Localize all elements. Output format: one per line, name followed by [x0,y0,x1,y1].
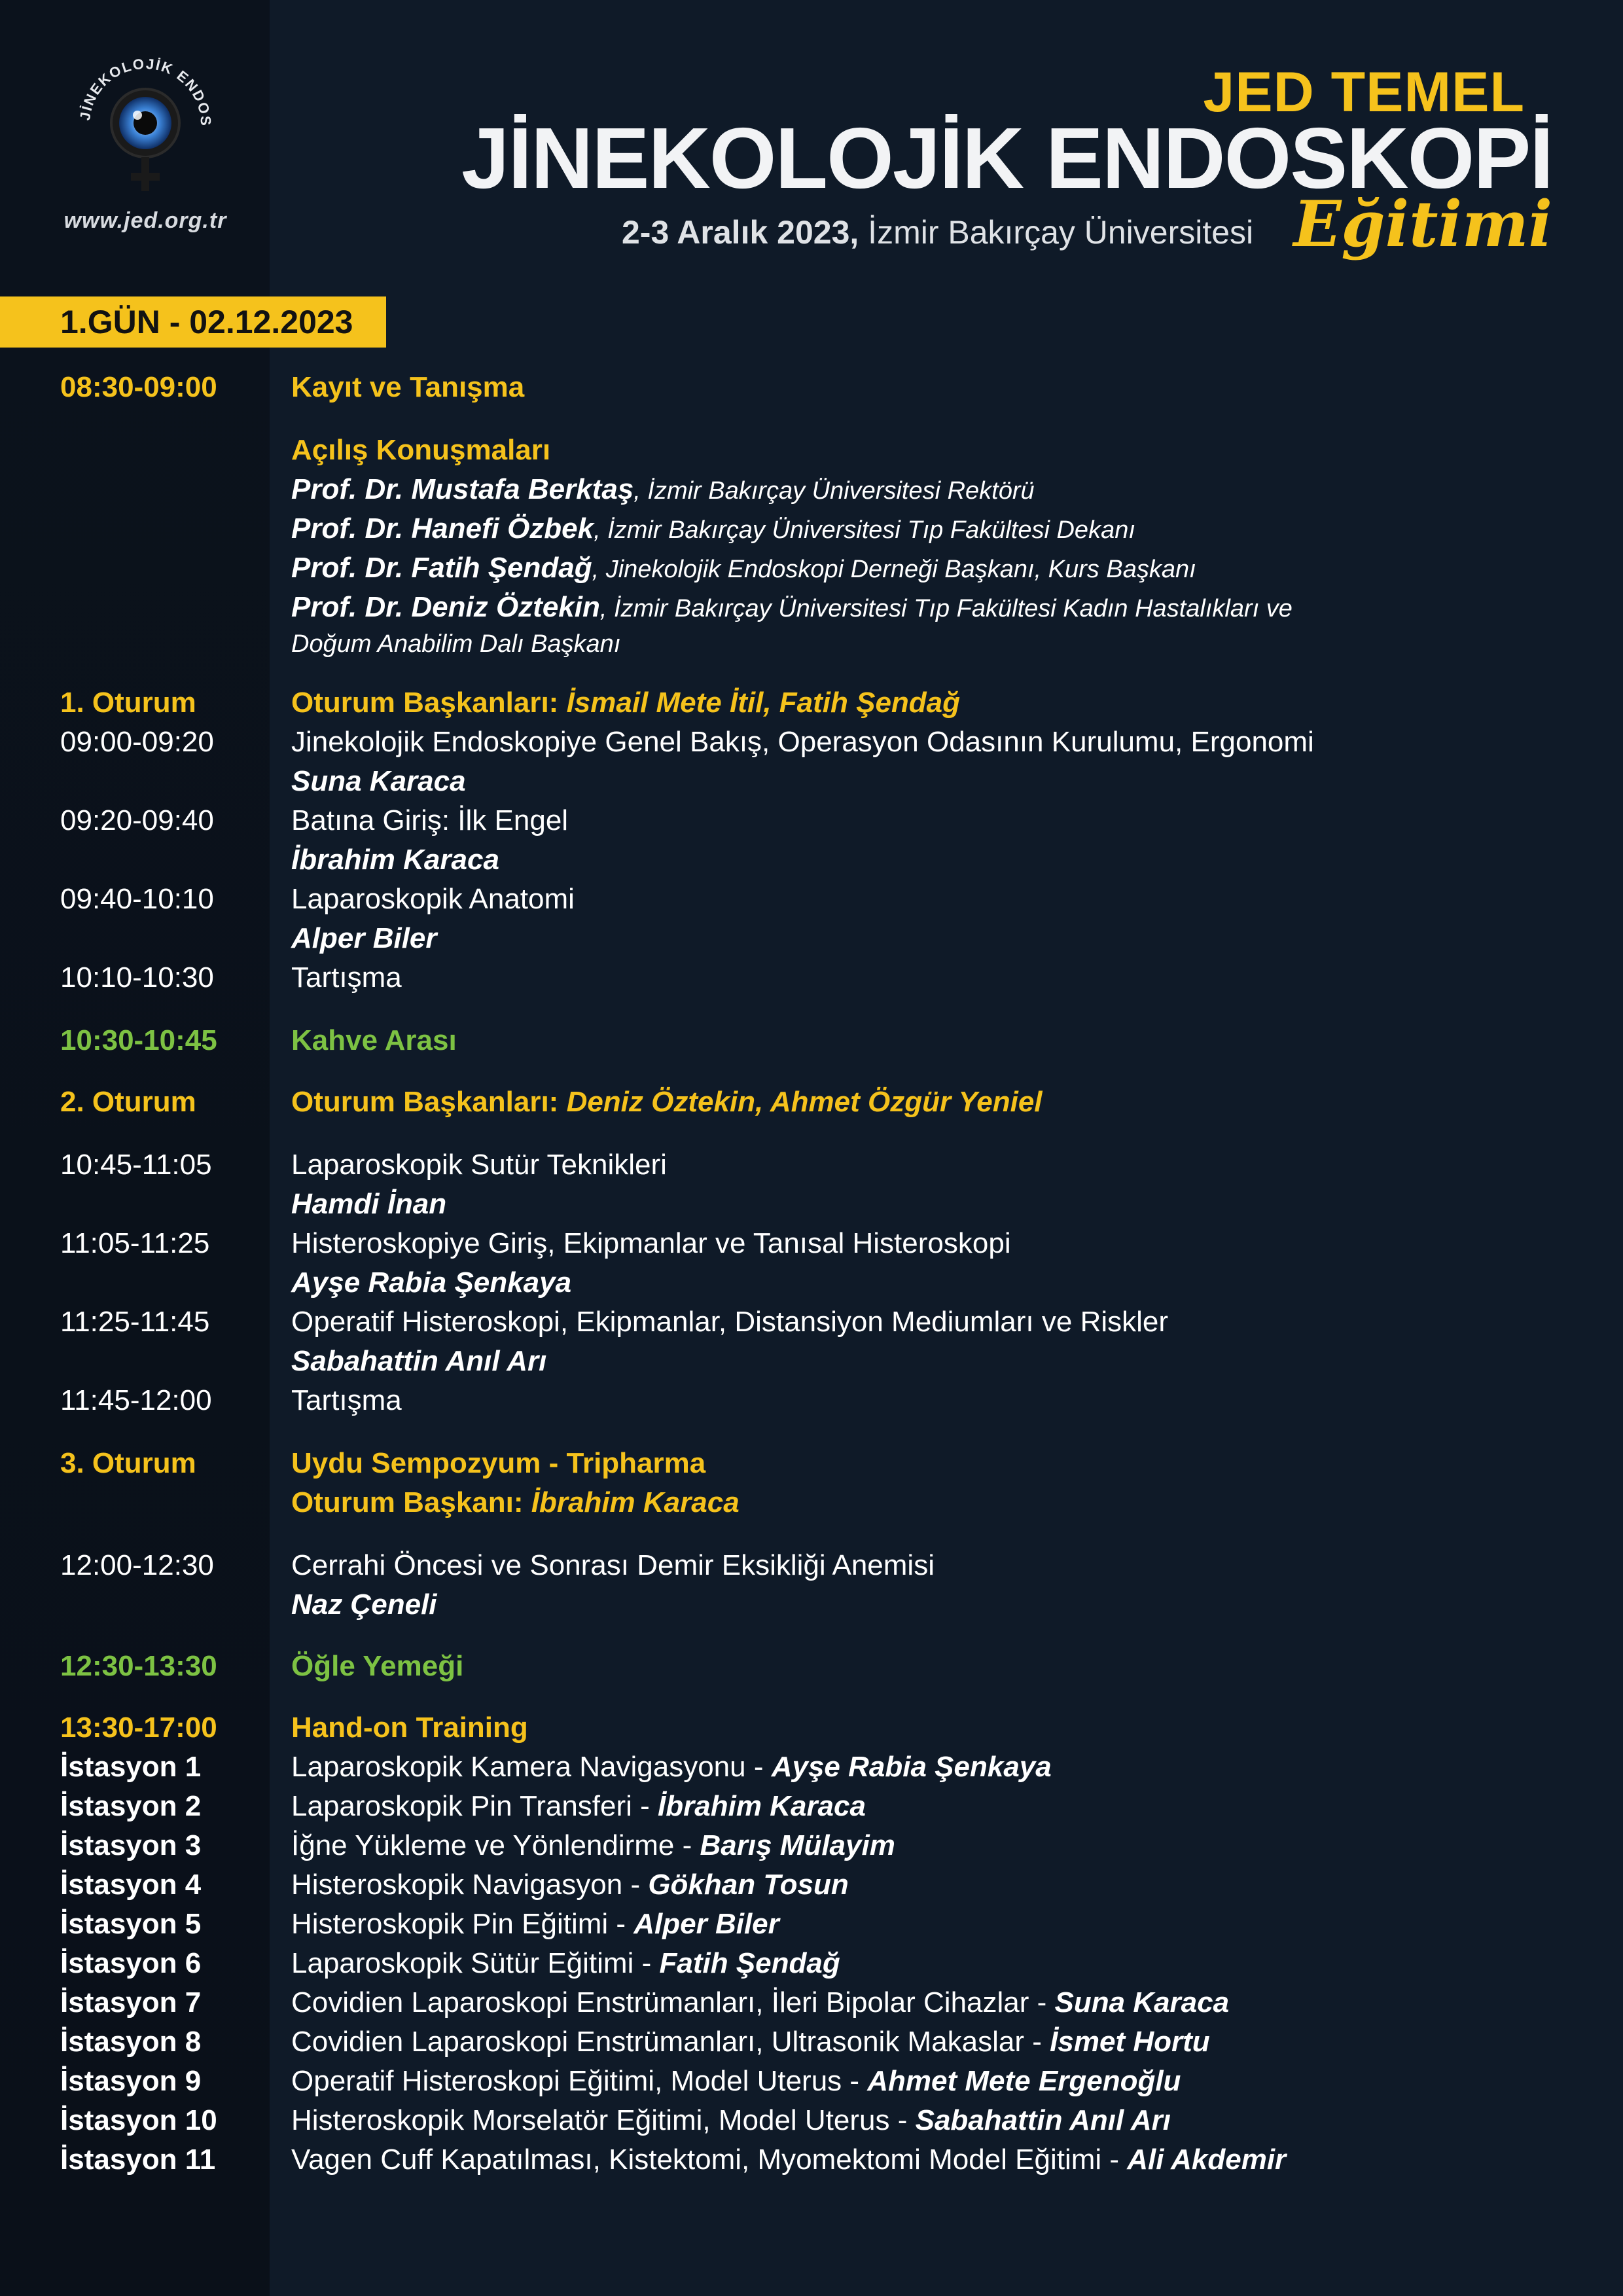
lunch-title: Öğle Yemeği [291,1650,464,1682]
opening-speaker-name: Prof. Dr. Fatih Şendağ [291,552,592,584]
day-badge: 1.GÜN - 02.12.2023 [0,296,386,348]
station-label: İstasyon 4 [60,1869,202,1901]
station-trainer: Sabahattin Anıl Arı [915,2104,1171,2136]
talk-time: 09:40-10:10 [60,883,214,915]
station-title: Laparoskopik Kamera Navigasyonu - [291,1751,772,1783]
session3-label: 3. Oturum [60,1447,196,1479]
header-title: JİNEKOLOJİK ENDOSKOPİ [461,110,1552,206]
station-trainer: Ayşe Rabia Şenkaya [771,1751,1052,1783]
talk-time: 12:00-12:30 [60,1549,214,1581]
talk-title: Jinekolojik Endoskopiye Genel Bakış, Operasyon Odasının Kurulumu, Ergonomi [291,726,1314,758]
station-trainer: Ali Akdemir [1127,2144,1287,2176]
station-title: İğne Yükleme ve Yönlendirme - [291,1829,700,1861]
registration-time: 08:30-09:00 [60,371,217,403]
station-trainer: Alper Biler [633,1908,779,1940]
jed-logo [60,46,230,242]
header-script: Eğitimi [1293,187,1552,261]
lunch-time: 12:30-13:30 [60,1650,217,1682]
station-trainer: Gökhan Tosun [648,1869,849,1901]
station-title: Covidien Laparoskopi Enstrümanları, Ultrasonik Makaslar - [291,2026,1050,2058]
talk-title: Operatif Histeroskopi, Ekipmanlar, Distansiyon Mediumları ve Riskler [291,1306,1169,1338]
talk-time: 11:25-11:45 [60,1306,210,1338]
station-label: İstasyon 11 [60,2144,216,2176]
coffee-title: Kahve Arası [291,1024,457,1056]
station-title: Vagen Cuff Kapatılması, Kistektomi, Myomektomi Model Eğitimi - [291,2144,1128,2176]
session3-title: Uydu Sempozyum - Tripharma [291,1447,706,1479]
session2-chairs: Deniz Öztekin, Ahmet Özgür Yeniel [566,1086,1043,1118]
header-date: 2-3 Aralık 2023, [622,214,859,251]
session1-label: 1. Oturum [60,687,196,719]
opening-speaker-role: , Jinekolojik Endoskopi Derneği Başkanı, Kurs Başkanı [592,556,1196,583]
talk-title: Laparoskopik Anatomi [291,883,575,915]
station-label: İstasyon 7 [60,1986,202,2018]
talk-time: 10:10-10:30 [60,961,214,994]
talk-title: Tartışma [291,961,402,994]
session3-chair-label: Oturum Başkanı: [291,1486,531,1518]
talk-time: 09:20-09:40 [60,804,214,836]
talk-title: Tartışma [291,1384,402,1416]
talk-title: Batına Giriş: İlk Engel [291,804,569,836]
station-label: İstasyon 1 [60,1751,202,1783]
talk-time: 11:05-11:25 [60,1227,210,1259]
header-prefix: JED TEMEL [1203,61,1525,124]
header-venue: İzmir Bakırçay Üniversitesi [859,214,1254,251]
station-title: Histeroskopik Morselatör Eğitimi, Model Uterus - [291,2104,916,2136]
talk-title: Cerrahi Öncesi ve Sonrası Demir Eksikliği Anemisi [291,1549,935,1581]
station-title: Laparoskopik Pin Transferi - [291,1790,658,1822]
talk-speaker: Ayşe Rabia Şenkaya [291,1266,572,1299]
session2-label: 2. Oturum [60,1086,196,1118]
station-trainer: Suna Karaca [1054,1986,1230,2018]
opening-speaker-role: , İzmir Bakırçay Üniversitesi Tıp Fakültesi Kadın Hastalıkları ve [599,595,1293,622]
training-time: 13:30-17:00 [60,1712,217,1744]
svg-text:JİNEKOLOJİK ENDOSKOPİ DERNEĞİ: JİNEKOLOJİK ENDOS [77,55,215,128]
station-label: İstasyon 9 [60,2065,202,2097]
talk-speaker: Suna Karaca [291,765,466,797]
station-label: İstasyon 2 [60,1790,202,1822]
opening-speaker-role2: Doğum Anabilim Dalı Başkanı [291,630,621,658]
session1-chairs-label: Oturum Başkanları: [291,687,567,719]
opening-speaker-name: Prof. Dr. Mustafa Berktaş [291,473,634,505]
opening-title: Açılış Konuşmaları [291,434,551,466]
talk-speaker: Hamdi İnan [291,1188,447,1220]
station-label: İstasyon 3 [60,1829,202,1861]
talk-speaker: Naz Çeneli [291,1588,437,1621]
talk-speaker: İbrahim Karaca [291,844,499,876]
station-label: İstasyon 6 [60,1947,202,1979]
station-label: İstasyon 8 [60,2026,202,2058]
opening-speaker-name: Prof. Dr. Hanefi Özbek [291,512,594,545]
station-trainer: İsmet Hortu [1050,2026,1210,2058]
opening-speaker-role: , İzmir Bakırçay Üniversitesi Tıp Fakültesi Dekanı [594,516,1135,544]
talk-title: Laparoskopik Sutür Teknikleri [291,1149,667,1181]
talk-time: 11:45-12:00 [60,1384,212,1416]
coffee-time: 10:30-10:45 [60,1024,217,1056]
header-subtitle [622,216,1253,249]
logo-emblem-icon [60,46,230,203]
session2-chairs-label: Oturum Başkanları: [291,1086,567,1118]
station-trainer: Fatih Şendağ [659,1947,840,1979]
logo-url: www.jed.org.tr [63,208,227,233]
station-label: İstasyon 5 [60,1908,202,1940]
registration-title: Kayıt ve Tanışma [291,371,525,403]
talk-time: 10:45-11:05 [60,1149,212,1181]
station-title: Laparoskopik Sütür Eğitimi - [291,1947,660,1979]
session3-chair: İbrahim Karaca [531,1486,740,1518]
station-trainer: Barış Mülayim [700,1829,895,1861]
talk-speaker: Sabahattin Anıl Arı [291,1345,547,1377]
talk-title: Histeroskopiye Giriş, Ekipmanlar ve Tanısal Histeroskopi [291,1227,1011,1259]
opening-speaker-name: Prof. Dr. Deniz Öztekin [291,591,600,623]
station-title: Histeroskopik Navigasyon - [291,1869,649,1901]
station-title: Covidien Laparoskopi Enstrümanları, İleri Bipolar Cihazlar - [291,1986,1055,2018]
talk-speaker: Alper Biler [291,922,437,954]
station-title: Histeroskopik Pin Eğitimi - [291,1908,634,1940]
station-trainer: Ahmet Mete Ergenoğlu [867,2065,1181,2097]
training-title: Hand-on Training [291,1712,528,1744]
session1-chairs: İsmail Mete İtil, Fatih Şendağ [566,687,961,719]
station-label: İstasyon 10 [60,2104,217,2136]
station-trainer: İbrahim Karaca [658,1790,866,1822]
station-title: Operatif Histeroskopi Eğitimi, Model Uterus - [291,2065,868,2097]
talk-time: 09:00-09:20 [60,726,214,758]
opening-speaker-role: , İzmir Bakırçay Üniversitesi Rektörü [633,477,1035,505]
